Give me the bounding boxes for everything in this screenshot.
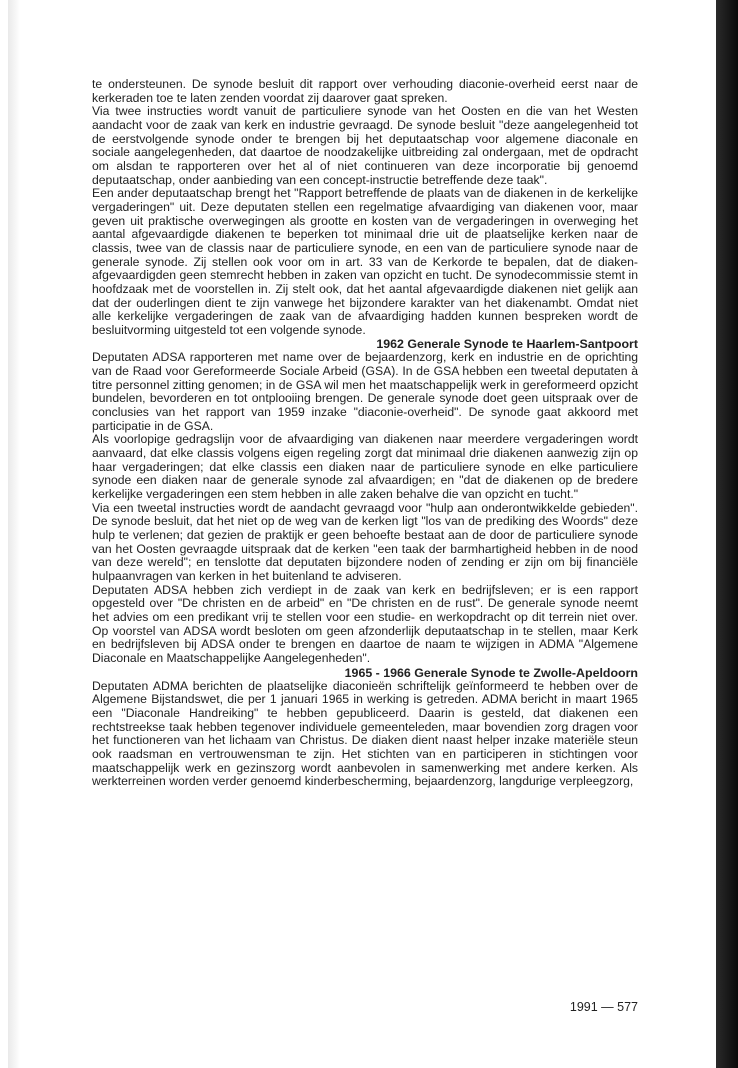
paragraph: Deputaten ADMA berichten de plaatselijke diaconieën schriftelijk geïnformeerd te hebben over de Algemene Bijstandswet, die per 1 januari 1965 in werking is getreden. ADMA bericht in maart 1965 een "Diaconale Handreiking" te hebben gepubliceerd. Daarin is gesteld, dat diakenen een rechtstreekse taak hebben tegenover individuele gemeenteleden, maar bovendien zorg dragen voor het functioneren van het lichaam van Christus. De diaken dient naast helper inzake materiële steun ook raadsman en vertrouwensman te zijn. Het stichten van en participeren in stichtingen voor maatschappelijk werk en gezinszorg wordt aanbevolen in samenwerking met andere kerken. Als werkterreinen worden verder genoemd kinderbescherming, bejaardenzorg, langdurige verpleegzorg, [92,678,638,789]
paragraph: Via een tweetal instructies wordt de aandacht gevraagd voor "hulp aan onderontwikkelde gebieden". De synode besluit, dat het niet op de weg van de kerken ligt "los van de prediking des Woords" deze hulp te verlenen; dat gezien de praktijk er geen behoefte bestaat aan de door de particuliere synode van het Oosten gevraagde uitspraak dat de kerken "een taak der barmhartigheid hebben in de nood van deze wereld"; en tenslotte dat deputaten bijzondere noden of zending er zijn om bij financiële hulpaanvragen van kerken in het buitenland te adviseren. [92,500,638,583]
paragraph: te ondersteunen. De synode besluit dit rapport over verhouding diaconie-overheid eerst naar de kerkeraden toe te laten zenden voordat zij daarover gaat spreken. [92,77,638,105]
section-heading-1962: 1962 Generale Synode te Haarlem-Santpoort [376,337,638,352]
document-page [92,78,638,789]
paragraph: Een ander deputaatschap brengt het "Rapport betreffende de plaats van de diakenen in de kerkelijke vergaderingen" uit. Deze deputaten stellen een regelmatige afvaardiging van diakenen voor, maar geven uit praktische overwegingen als grootte en kosten van de vergaderingen in overweging het aantal afgevaardigde diakenen te beperken tot minimaal drie uit de plaatselijke kerken naar de classis, twee van de classis naar de particuliere synode, en een van de particuliere synode naar de generale synode. Zij stellen ook voor om in art. 33 van de Kerkorde te bepalen, dat de diaken-afgevaardigden geen stemrecht hebben in zaken van opzicht en tucht. De synodecommissie stemt in hoofdzaak met de voorstellen in. Zij stelt ook, dat het aantal afgevaardigde diakenen niet gelijk aan dat der ouderlingen dient te zijn vanwege het bijzondere karakter van het diakenambt. Omdat niet alle kerkelijke vergaderingen de zaak van de afvaardiging hadden kunnen bespreken wordt de besluitvorming uitgesteld tot een volgende synode. [92,186,638,337]
paragraph: Deputaten ADSA rapporteren met name over de bejaardenzorg, kerk en industrie en de oprichting van de Raad voor Gereformeerde Sociale Arbeid (GSA). In de GSA hebben een tweetal deputaten à titre personnel zitting genomen; in de GSA wil men het maatschappelijk werk in gereformeerd opzicht bundelen, bevorderen en tot ontplooiing brengen. De generale synode doet geen uitspraak over de conclusies van het rapport van 1959 inzake "diaconie-overheid". De synode gaat akkoord met participatie in de GSA. [92,350,638,433]
scan-edge-left [8,0,20,1068]
page-number: 1991 — 577 [569,1000,638,1014]
paragraph: Via twee instructies wordt vanuit de particuliere synode van het Oosten en die van het Westen aandacht voor de zaak van kerk en industrie gevraagd. De synode besluit "deze aangelegenheid tot de eerstvolgende synode onder te brengen bij het deputaatschap voor algemene diaconale en sociale aangelegenheden, dat daartoe de noodzakelijke uitbreiding zal ondergaan, met de opdracht om alsdan te rapporteren over het al of niet continueren van deze incorporatie bij genoemd deputaatschap, onder aanbieding van een concept-instructie betreffende deze taak". [92,104,638,187]
section-heading-1965: 1965 - 1966 Generale Synode te Zwolle-Apeldoorn [344,665,638,680]
paragraph: Als voorlopige gedragslijn voor de afvaardiging van diakenen naar meerdere vergaderingen wordt aanvaard, dat elke classis volgens eigen regeling zorgt dat minimaal drie diakenen aanwezig zijn op haar vergaderingen; dat elke classis een diaken naar de particuliere synode en elke particuliere synode een diaken naar de generale synode zal afvaardigen; en "dat de diakenen op de bredere kerkelijke vergaderingen een stem hebben in alle zaken behalve die van opzicht en tucht." [92,432,638,502]
scan-edge-right [716,0,738,1068]
paragraph: Deputaten ADSA hebben zich verdiept in de zaak van kerk en bedrijfsleven; er is een rapport opgesteld over "De christen en de arbeid" en "De christen en de rust". De generale synode neemt het advies om een predikant vrij te stellen voor een studie- en werkopdracht op dit terrein niet over. Op voorstel van ADSA wordt besloten om geen afzonderlijk deputaatschap in te stellen, maar Kerk en bedrijfsleven bij ADSA onder te brengen en daartoe de naam te wijzigen in ADMA "Algemene Diaconale en Maatschappelijke Aangelegenheden". [92,582,638,665]
